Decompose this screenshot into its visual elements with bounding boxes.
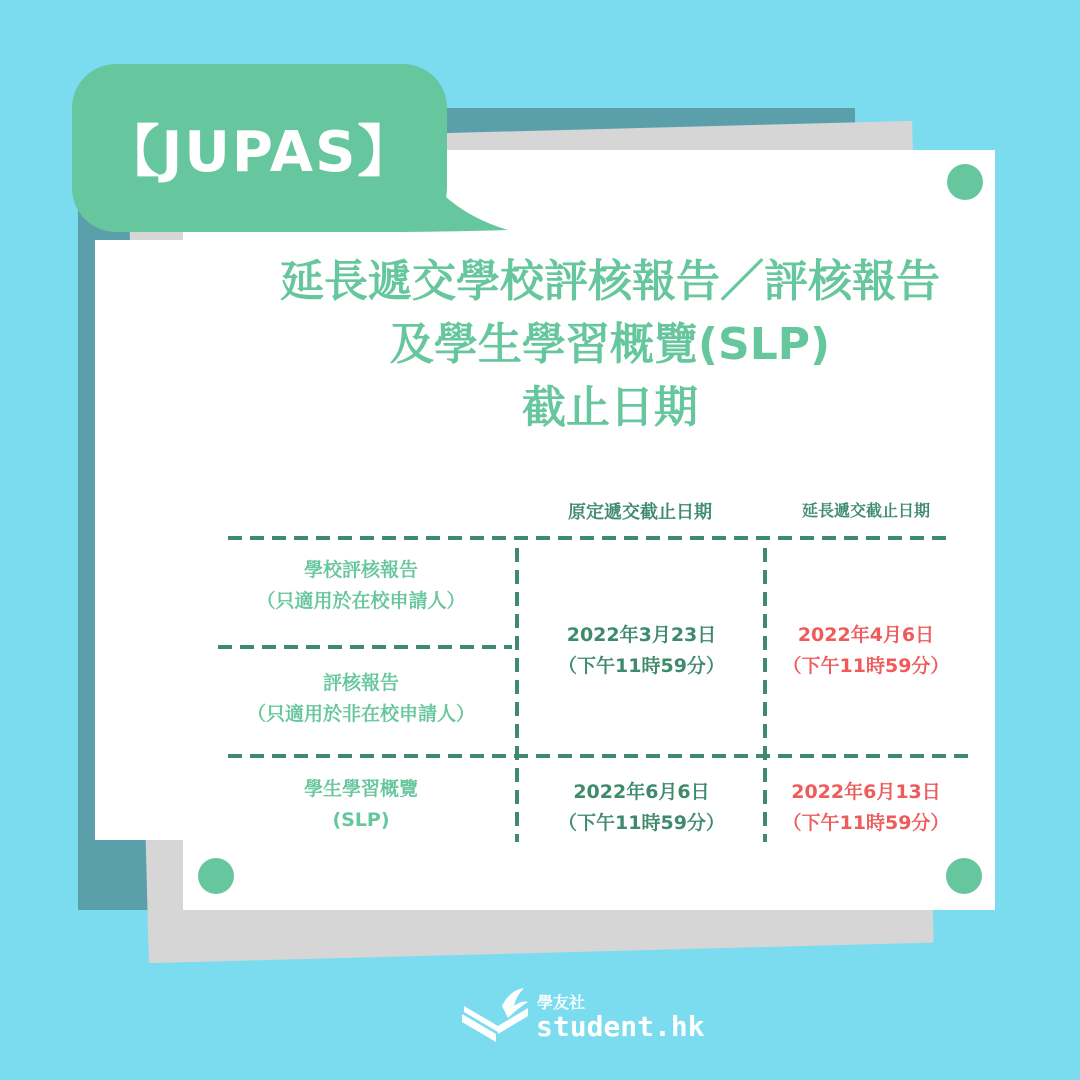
student-hk-logo-icon — [458, 984, 534, 1044]
slp-original-deadline — [520, 777, 763, 839]
date-text: 2022年4月6日 — [797, 624, 935, 646]
time-text: （下午11時59分） — [558, 812, 725, 834]
row-label-school-report — [206, 555, 516, 617]
row-label-assessment-report — [206, 668, 516, 730]
row-label-slp — [206, 774, 516, 836]
row-label-line1: 學校評核報告 — [303, 559, 418, 581]
date-text: 2022年6月13日 — [791, 781, 941, 803]
time-text: （下午11時59分） — [782, 812, 950, 834]
header-original-deadline: 原定遞交截止日期 — [568, 502, 712, 523]
header-extended-deadline: 延長遞交截止日期 — [801, 501, 930, 520]
slp-extended-deadline — [768, 777, 964, 839]
date-text: 2022年6月6日 — [573, 781, 710, 803]
title-line-3: 截止日期 — [522, 382, 698, 433]
report-original-deadline — [520, 620, 763, 682]
title-line-2: 及學生學習概覽(SLP) — [389, 319, 831, 370]
row-label-line1: 評核報告 — [322, 672, 399, 694]
date-text: 2022年3月23日 — [566, 624, 717, 646]
report-extended-deadline — [768, 620, 964, 682]
row-label-line2: (SLP) — [332, 809, 390, 831]
logo-domain: student.hk — [536, 1010, 705, 1043]
row-label-line2: （只適用於在校申請人） — [256, 590, 466, 612]
time-text: （下午11時59分） — [782, 655, 950, 677]
row-label-line1: 學生學習概覽 — [303, 778, 418, 800]
logo-chinese-name: 學友社 — [537, 993, 586, 1012]
jupas-badge-label: 【JUPAS】 — [103, 120, 416, 185]
time-text: （下午11時59分） — [558, 655, 725, 677]
title-line-1: 延長遞交學校評核報告／評核報告 — [280, 256, 940, 307]
row-label-line2: （只適用於非在校申請人） — [246, 703, 475, 725]
